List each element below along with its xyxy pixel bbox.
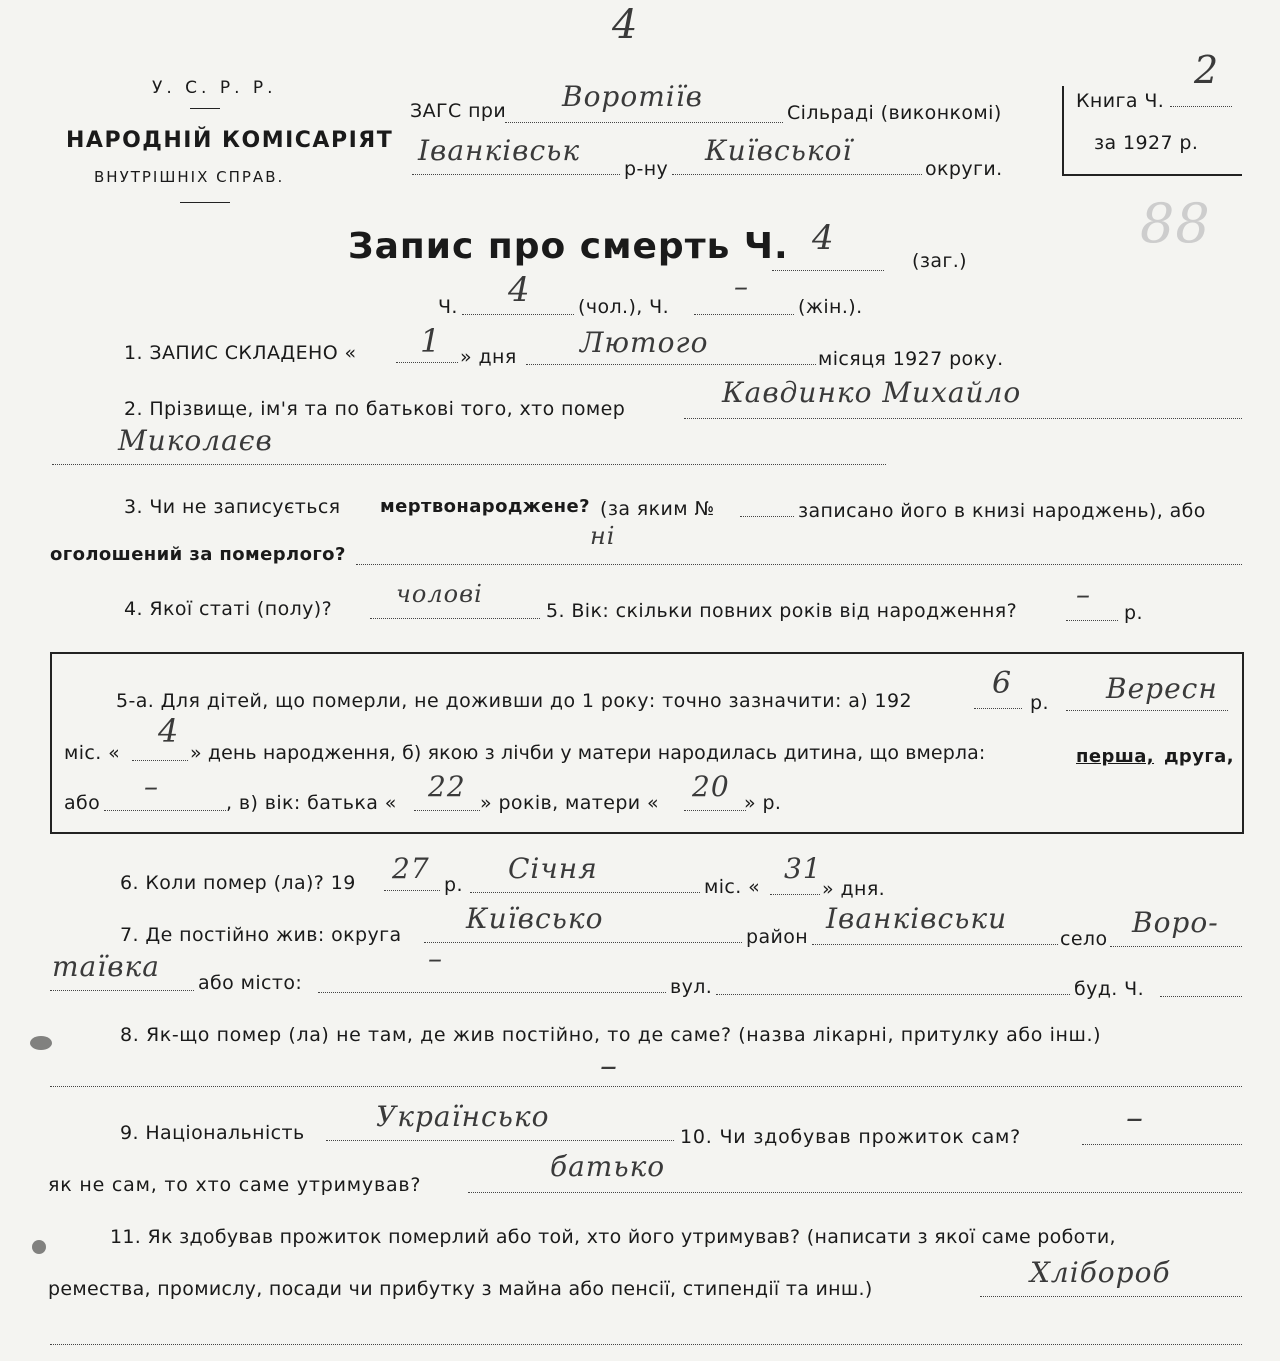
q7-city-label: або місто:: [198, 972, 303, 994]
divider: [190, 108, 220, 109]
q6-day: 31: [784, 852, 822, 885]
q6-label: 6. Коли помер (ла)? 19: [120, 872, 356, 894]
q5a-father-line: [414, 810, 480, 811]
q11-line2: ремества, промислу, посади чи прибутку з майна або пенсії, стипендії та инш.): [48, 1278, 873, 1300]
q5a-mother-line: [684, 810, 746, 811]
record-number: 4: [812, 218, 835, 258]
q3-text-b: (за яким №: [600, 498, 715, 520]
q5a-abo-value: –: [144, 770, 159, 803]
q1-month-line: [526, 364, 816, 365]
q5-value: –: [1076, 578, 1091, 611]
q10-value: –: [1126, 1098, 1144, 1138]
q4-value: чолові: [396, 580, 483, 608]
q1-label: 1. ЗАПИС СКЛАДЕНО «: [124, 342, 357, 364]
q1-day-suffix: » дня: [460, 346, 517, 368]
q5a-abo-line: [104, 810, 226, 811]
q11-line2-fill: [50, 1344, 1242, 1345]
q6-day-suffix: » дня.: [822, 878, 886, 900]
q5a-mis-label: міс. «: [64, 742, 121, 764]
q5a-abo-label: або: [64, 792, 101, 814]
q8-value: –: [600, 1046, 618, 1086]
q7-selo-1: Воро-: [1132, 906, 1219, 939]
margin-mark: 88: [1140, 192, 1211, 255]
department-label: ВНУТРІШНІХ СПРАВ.: [94, 168, 285, 186]
q5-label: 5. Вік: скільки повних років від народження?: [546, 600, 1018, 622]
book-number: 2: [1194, 48, 1220, 92]
q5-line: [1066, 620, 1118, 621]
q2-line2: [52, 464, 886, 465]
q6-year-line: [384, 890, 440, 891]
record-suffix: (заг.): [912, 250, 967, 272]
q5a-text-1: 5-а. Для дітей, що померли, не доживши до 1 року: точно зазначити: а) 192: [116, 690, 913, 712]
q3-text-a: 3. Чи не записується: [124, 496, 341, 518]
divider: [180, 202, 230, 203]
q7-rayon: Іванківськи: [826, 902, 1008, 935]
q11-line: [980, 1296, 1242, 1297]
page-number: 4: [612, 2, 639, 48]
margin-speck: [32, 1240, 46, 1254]
q1-month: Лютого: [580, 326, 709, 359]
q7-rayon-line: [812, 944, 1058, 945]
district-value: Іванківськ: [418, 134, 581, 167]
q5a-month-line: [1066, 710, 1228, 711]
book-line: [1170, 106, 1232, 107]
q1-day-line: [396, 362, 458, 363]
q1-day: 1: [420, 322, 442, 360]
q5a-month-value: Вересн: [1106, 672, 1218, 705]
q6-month-line: [470, 892, 700, 893]
male-value: 4: [508, 270, 531, 310]
okruha-value: Київської: [705, 134, 853, 167]
female-label: (жін.).: [798, 296, 863, 318]
q7-selo-2: таївка: [52, 950, 160, 983]
q8-label: 8. Як-що помер (ла) не там, де жив постійно, то де саме? (назва лікарні, притулку або інш.): [120, 1024, 1102, 1046]
q7-city-line: [318, 992, 666, 993]
q10-b-line: [468, 1192, 1242, 1193]
q5a-first: перша,: [1076, 746, 1155, 767]
q5a-year-digit: 6: [992, 666, 1013, 701]
q7-selo-line1: [1110, 946, 1242, 947]
q3-line: [356, 564, 1242, 565]
q9-value: Українсько: [376, 1100, 550, 1133]
q9-label: 9. Національність: [120, 1122, 305, 1144]
q6-day-line: [770, 894, 820, 895]
q11-value: Хлібороб: [1030, 1256, 1171, 1289]
q5a-text-2: » день народження, б) якою з лічби у матери народилась дитина, що вмерла:: [190, 742, 986, 764]
q10-line: [1082, 1144, 1242, 1145]
q6-year-suffix: р.: [444, 874, 463, 896]
q10-b-label: як не сам, то хто саме утримував?: [48, 1174, 422, 1196]
q7-street-label: вул.: [670, 976, 713, 998]
q9-line: [326, 1140, 674, 1141]
q7-okruha: Київсько: [466, 902, 604, 935]
q2-value1: Кавдинко Михайло: [722, 376, 1022, 409]
q4-line: [370, 618, 540, 619]
q10-b-value: батько: [550, 1150, 666, 1183]
council-label: Сільраді (виконкомі): [787, 102, 1002, 124]
q7-selo-label: село: [1060, 928, 1108, 950]
commissariat-label: НАРОДНІЙ КОМІСАРІЯТ: [66, 128, 394, 153]
q3-number-line: [740, 516, 794, 517]
zags-value: Воротіїв: [562, 80, 703, 113]
book-year: за 1927 р.: [1094, 132, 1199, 154]
q7-house-line: [1160, 996, 1242, 997]
q8-line: [50, 1086, 1242, 1087]
record-title: Запис про смерть Ч.: [348, 226, 789, 267]
q7-rayon-label: район: [746, 926, 809, 948]
district-line: [412, 174, 620, 175]
district-label: р-ну: [624, 158, 669, 180]
q7-okruha-line: [424, 942, 742, 943]
q2-label: 2. Прізвище, ім'я та по батькові того, хто помер: [124, 398, 626, 420]
q2-value2: Миколаєв: [118, 424, 273, 457]
male-prefix: Ч.: [438, 296, 458, 318]
q7-house-label: буд. Ч.: [1074, 978, 1145, 1000]
q3-stillborn: мертвонароджене?: [380, 496, 590, 517]
q5a-year-line: [974, 708, 1022, 709]
q6-year: 27: [392, 852, 430, 885]
margin-speck: [30, 1036, 52, 1050]
q7-city-value: –: [428, 942, 443, 975]
record-number-line: [772, 270, 884, 271]
male-line: [462, 314, 574, 315]
q3-declared-dead: оголошений за померлого?: [50, 544, 346, 565]
q7-label: 7. Де постійно жив: округа: [120, 924, 402, 946]
q3-value: ні: [590, 522, 616, 550]
male-label: (чол.), Ч.: [578, 296, 670, 318]
q4-label: 4. Якої статі (полу)?: [124, 598, 333, 620]
female-line: [694, 314, 794, 315]
female-value: –: [734, 270, 749, 303]
q3-text-c: записано його в книзі народжень), або: [798, 500, 1206, 522]
q5a-text-5: » р.: [744, 792, 782, 814]
zags-line: [505, 122, 783, 123]
q2-line1: [684, 418, 1242, 419]
q5a-day-value: 4: [158, 712, 180, 750]
q5a-day-line: [132, 760, 188, 761]
q7-street-line: [716, 994, 1070, 995]
q5a-year-suffix: р.: [1030, 692, 1049, 714]
q6-month: Січня: [508, 852, 598, 885]
q5a-mother-age: 20: [692, 770, 730, 803]
q11-line1: 11. Як здобував прожиток померлий або той, хто його утримував? (написати з якої саме роботи,: [110, 1226, 1116, 1248]
q5a-father-age: 22: [428, 770, 466, 803]
okruha-line: [672, 174, 922, 175]
zags-label: ЗАГС при: [410, 100, 507, 122]
book-label: Книга Ч.: [1076, 90, 1165, 112]
q7-selo-line2: [50, 990, 194, 991]
q5a-text-3: , в) вік: батька «: [226, 792, 397, 814]
q5a-second: друга,: [1164, 746, 1234, 767]
q5-suffix: р.: [1124, 602, 1143, 624]
republic-label: У. С. Р. Р.: [152, 78, 277, 98]
q10-label: 10. Чи здобував прожиток сам?: [680, 1126, 1022, 1148]
q1-year: місяця 1927 року.: [818, 348, 1004, 370]
okruha-label: округи.: [925, 158, 1003, 180]
q5a-text-4: » років, матери «: [480, 792, 659, 814]
q6-mis-label: міс. «: [704, 876, 761, 898]
